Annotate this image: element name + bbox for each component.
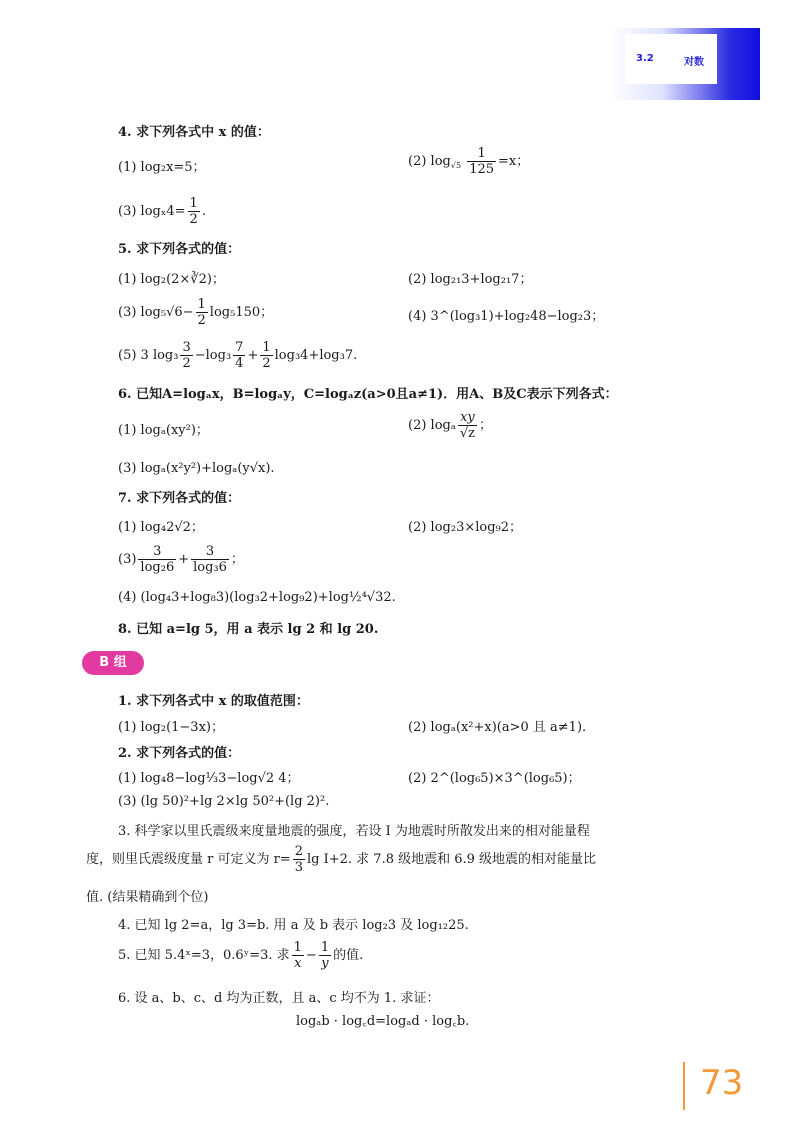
q4-item-1: (1) log₂x=5；: [118, 160, 206, 175]
q6-heading: 6. 已知A=logₐx，B=logₐy，C=logₐz(a>0且a≠1)．用A、B及C表示下列各式：: [118, 387, 618, 402]
b3-line-3: 值. (结果精确到个位): [86, 890, 209, 905]
q4-heading: 4. 求下列各式中 x 的值：: [118, 125, 270, 140]
group-b-badge: B 组: [82, 651, 144, 675]
b1-item-1: (1) log₂(1−3x)；: [118, 720, 224, 735]
b2-item-2: (2) 2^(log₆5)×3^(log₆5)；: [408, 771, 581, 786]
q5-item-1: (1) log₂(2×∛2)；: [118, 272, 225, 287]
q5-item-2: (2) log₂₁3+log₂₁7；: [408, 272, 533, 287]
q6-item-1: (1) logₐ(xy²)；: [118, 423, 209, 438]
b1-item-2: (2) logₐ(x²+x)(a>0 且 a≠1).: [408, 720, 587, 735]
page-number: 73: [700, 1063, 744, 1103]
q7-item-3: (3) $\frac{3}{\text{log₂6}}$ + $\frac{3}{\text{log₃6}}$ ；: [118, 544, 244, 575]
b2-heading: 2. 求下列各式的值：: [118, 746, 241, 761]
b4-text: 4. 已知 lg 2=a，lg 3=b. 用 a 及 b 表示 log₂3 及 log₁₂25.: [118, 918, 469, 933]
b2-item-1: (1) log₄8−log⅓3−log√2 4；: [118, 771, 300, 786]
b6-line-1: 6. 设 a、b、c、d 均为正数，且 a、c 均不为 1. 求证：: [118, 991, 440, 1006]
b6-line-2: logₐb · log꜀d=logₐd · log꜀b.: [296, 1014, 470, 1029]
q7-item-2: (2) log₂3×log₉2；: [408, 520, 523, 535]
q4-item-3: (3) logₓ4= $\frac{1}{2}$ .: [118, 196, 206, 227]
q7-item-1: (1) log₄2√2；: [118, 520, 204, 535]
q5-item-3: (3) log₅√6− $\frac{1}{2}$ log₅150；: [118, 297, 274, 328]
q6-item-2: (2) logₐ $\frac{xy}{√z}$ ；: [408, 410, 493, 441]
page-number-rule: [683, 1062, 685, 1110]
b3-line-1: 3. 科学家以里氏震级来度量地震的强度，若设 I 为地震时所散发出来的相对能量程: [118, 824, 590, 839]
b1-heading: 1. 求下列各式中 x 的取值范围：: [118, 694, 309, 709]
q5-item-4: (4) 3^(log₃1)+log₂48−log₂3；: [408, 309, 605, 324]
q5-heading: 5. 求下列各式的值：: [118, 242, 241, 257]
b3-line-2: 度，则里氏震级度量 r 可定义为 r= $\frac{2}{3}$ lg I+2. 求 7.8 级地震和 6.9 级地震的相对能量比: [86, 844, 597, 875]
b5-text: 5. 已知 5.4ˣ=3，0.6ʸ=3. 求 $\frac{1}{x}$ − $\frac{1}{y}$ 的值.: [118, 940, 364, 971]
section-title: 对数: [684, 57, 704, 68]
q7-heading: 7. 求下列各式的值：: [118, 491, 241, 506]
q7-item-4: (4) (log₄3+log₈3)(log₃2+log₉2)+log½⁴√32.: [118, 590, 396, 605]
q5-item-5: (5) 3 log₃ $\frac{3}{2}$ −log₃ $\frac{7}{4}$ + $\frac{1}{2}$ log₃4+log₃7.: [118, 340, 358, 371]
section-number: 3.2: [636, 53, 654, 64]
q4-item-2: (2) $\log_{√5}$ $\frac{1}{125}$ =x；: [408, 146, 530, 177]
b2-item-3: (3) (lg 50)²+lg 2×lg 50²+(lg 2)².: [118, 794, 330, 809]
q6-item-3: (3) logₐ(x²y²)+logₐ(y√x).: [118, 461, 275, 476]
q8-heading: 8. 已知 a=lg 5，用 a 表示 lg 2 和 lg 20.: [118, 622, 379, 637]
